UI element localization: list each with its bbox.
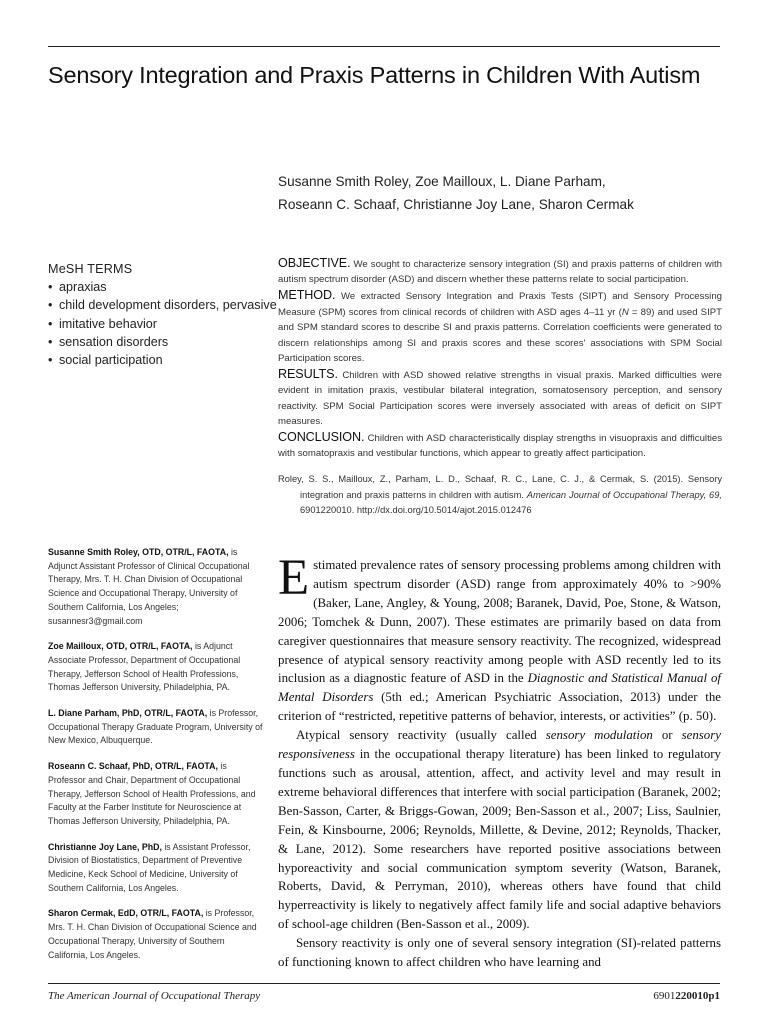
abstract-method <box>278 288 722 366</box>
mesh-term: • child development disorders, pervasive <box>48 296 268 314</box>
abstract-conclusion <box>278 430 722 462</box>
abstract-results <box>278 367 722 430</box>
bottom-rule <box>48 983 720 984</box>
mesh-terms <box>48 260 277 369</box>
objective-label: OBJECTIVE. <box>278 256 351 270</box>
mesh-term-list <box>48 278 277 369</box>
results-label: RESULTS. <box>278 366 338 381</box>
author-line-2: Roseann C. Schaaf, Christianne Joy Lane, Sharon Cermak <box>278 197 634 212</box>
author-bio <box>48 760 266 829</box>
abstract <box>278 256 722 462</box>
author-bio <box>48 546 266 628</box>
citation-doi[interactable]: 6901220010. http://dx.doi.org/10.5014/ajot.2015.012476 <box>300 505 532 516</box>
citation <box>278 472 722 519</box>
mesh-term: • apraxias <box>48 278 268 296</box>
abstract-objective <box>278 256 722 288</box>
mesh-term: • sensation disorders <box>48 333 268 351</box>
results-text: Children with ASD showed relative strengths in visual praxis. Marked difficulties were evident in imitation praxis, vestibular bilateral integration, somatosensory perception, and sensory reactivity. SPM Social Participation scores were inversely associated with areas of deficit on SIPT measures. <box>278 369 722 428</box>
bio-text: is Adjunct Assistant Professor of Clinical Occupational Therapy, Mrs. T. H. Chan Division of Occupational Science and Occupational Therapy, University of Southern California, Los Angeles; susannesr3@gmail.com <box>48 547 250 626</box>
manual-title: Diagnostic and Statistical Manual of Mental Disorders <box>278 671 721 705</box>
bio-text: is Adjunct Associate Professor, Department of Occupational Therapy, Jefferson School of Health Professions, Thomas Jefferson University, Philadelphia, PA. <box>48 641 241 693</box>
bio-name: Christianne Joy Lane, PhD, <box>48 841 162 852</box>
body-paragraph-2: Atypical sensory reactivity (usually called sensory modulation or sensory responsiveness in the occupational therapy literature) has been linked to regulatory functions such as arousal, attention, affect, and activity level and may result in extreme behavioral differences that interfere with social participation (Baranek, 2002; Ben-Sasson, Carter, & Briggs-Gowan, 2009; Ben-Sasson et al., 2007; Liss, Saulnier, Fein, & Kinsbourne, 2006; Reynolds, Millette, & Devine, 2012; Reynolds, Thacker, & Lane, 2012). Some researchers have reported positive associations between hyporeactivity and social communication symptom severity (Watson, Baranek, Roberts, David, & Perryman, 2010), whereas others have found that child hyperreactivity is likely to negatively affect family life and social adaptive behaviors of school-age children (Ben-Sasson et al., 2009). <box>278 728 721 932</box>
body-text <box>278 550 722 972</box>
author-bio <box>48 707 266 748</box>
bio-text: is Assistant Professor, Division of Biostatistics, Department of Preventive Medicine, Keck School of Medicine, University of Southern California, Los Angeles. <box>48 841 251 893</box>
footer-page-number: 6901220010p1 <box>653 990 720 1002</box>
bio-name: Roseann C. Schaaf, PhD, OTR/L, FAOTA, <box>48 761 218 772</box>
drop-cap: E <box>278 550 310 606</box>
author-list <box>278 170 718 216</box>
term-sensory-responsiveness: sensory responsiveness <box>278 728 721 762</box>
conclusion-label: CONCLUSION. <box>278 429 365 444</box>
bio-name: Susanne Smith Roley, OTD, OTR/L, FAOTA, <box>48 547 229 557</box>
method-text-cont: = 89) and used SIPT and SPM standard scores to describe SI and praxis patterns. Correlation coefficients were generated to discern relationships among SI and praxis scores and these scores' associations with SPM Social Participation scores. <box>278 306 722 364</box>
body-paragraph-1: Estimated prevalence rates of sensory processing problems among children with autism spectrum disorder (ASD) range from approximately 40% to >90% (Baker, Lane, Angley, & Young, 2008; Baranek, David, Poe, Stone, & Watson, 2006; Tomchek & Dunn, 2007). These estimates are primarily based on data from caregiver questionnaires that measure sensory reactivity. The recognized, widespread presence of atypical sensory reactivity among people with ASD recently led to its inclusion as a diagnostic feature of ASD in the Diagnostic and Statistical Manual of Mental Disorders (5th ed.; American Psychiatric Association, 2013) under the criterion of “restricted, repetitive patterns of behavior, interests, or activities” (p. 50). <box>278 550 722 724</box>
footer-journal: The American Journal of Occupational Therapy <box>48 990 261 1002</box>
citation-authors: Roley, S. S., Mailloux, Z., Parham, L. D., Schaaf, R. C., Lane, C. J., & Cermak, S. (2015). Sensory integration and praxis patterns in children with autism. <box>278 474 722 500</box>
conclusion-text: Children with ASD characteristically display strengths in visuopraxis and difficulties with somatopraxis and vestibular functions, which appear to greatly affect participation. <box>278 432 722 460</box>
bio-text: is Professor, Occupational Therapy Graduate Program, University of New Mexico, Albuquerque. <box>48 708 263 746</box>
bio-name: Sharon Cermak, EdD, OTR/L, FAOTA, <box>48 908 204 919</box>
bio-text: is Professor and Chair, Department of Occupational Therapy, Jefferson School of Health Professions, and Faculty at the Farber Institute for Neuroscience at Thomas Jefferson University, Philadelphia, PA. <box>48 761 256 826</box>
mesh-term: • imitative behavior <box>48 315 268 333</box>
bio-text: is Professor, Mrs. T. H. Chan Division of Occupational Science and Occupational Therapy, University of Southern California, Los Angeles. <box>48 908 257 960</box>
mesh-term: • social participation <box>48 351 268 369</box>
author-bio <box>48 841 266 896</box>
citation-journal: American Journal of Occupational Therapy, 69, <box>526 489 722 500</box>
method-text: We extracted Sensory Integration and Praxis Tests (SIPT) and Sensory Processing Measure (SPM) scores from clinical records of children with ASD ages 4–11 yr ( <box>278 291 722 318</box>
body-paragraph-3: Sensory reactivity is only one of several sensory integration (SI)-related patterns of functioning known to affect children who have learning and <box>278 936 721 970</box>
author-bio <box>48 907 266 962</box>
bio-name: L. Diane Parham, PhD, OTR/L, FAOTA, <box>48 708 208 719</box>
term-sensory-modulation: sensory modulation <box>545 728 653 743</box>
top-rule <box>48 46 720 47</box>
author-line-1: Susanne Smith Roley, Zoe Mailloux, L. Diane Parham, <box>278 174 606 189</box>
objective-text: We sought to characterize sensory integration (SI) and praxis patterns of children with autism spectrum disorder (ASD) and discern whether these patterns relate to social participation. <box>278 259 722 286</box>
method-label: METHOD. <box>278 288 336 303</box>
article-title: Sensory Integration and Praxis Patterns in Children With Autism <box>48 62 701 88</box>
mesh-heading: MeSH TERMS <box>48 262 133 276</box>
author-bios <box>48 546 266 974</box>
method-n: N <box>621 306 629 318</box>
author-bio <box>48 640 266 695</box>
bio-name: Zoe Mailloux, OTD, OTR/L, FAOTA, <box>48 641 193 652</box>
